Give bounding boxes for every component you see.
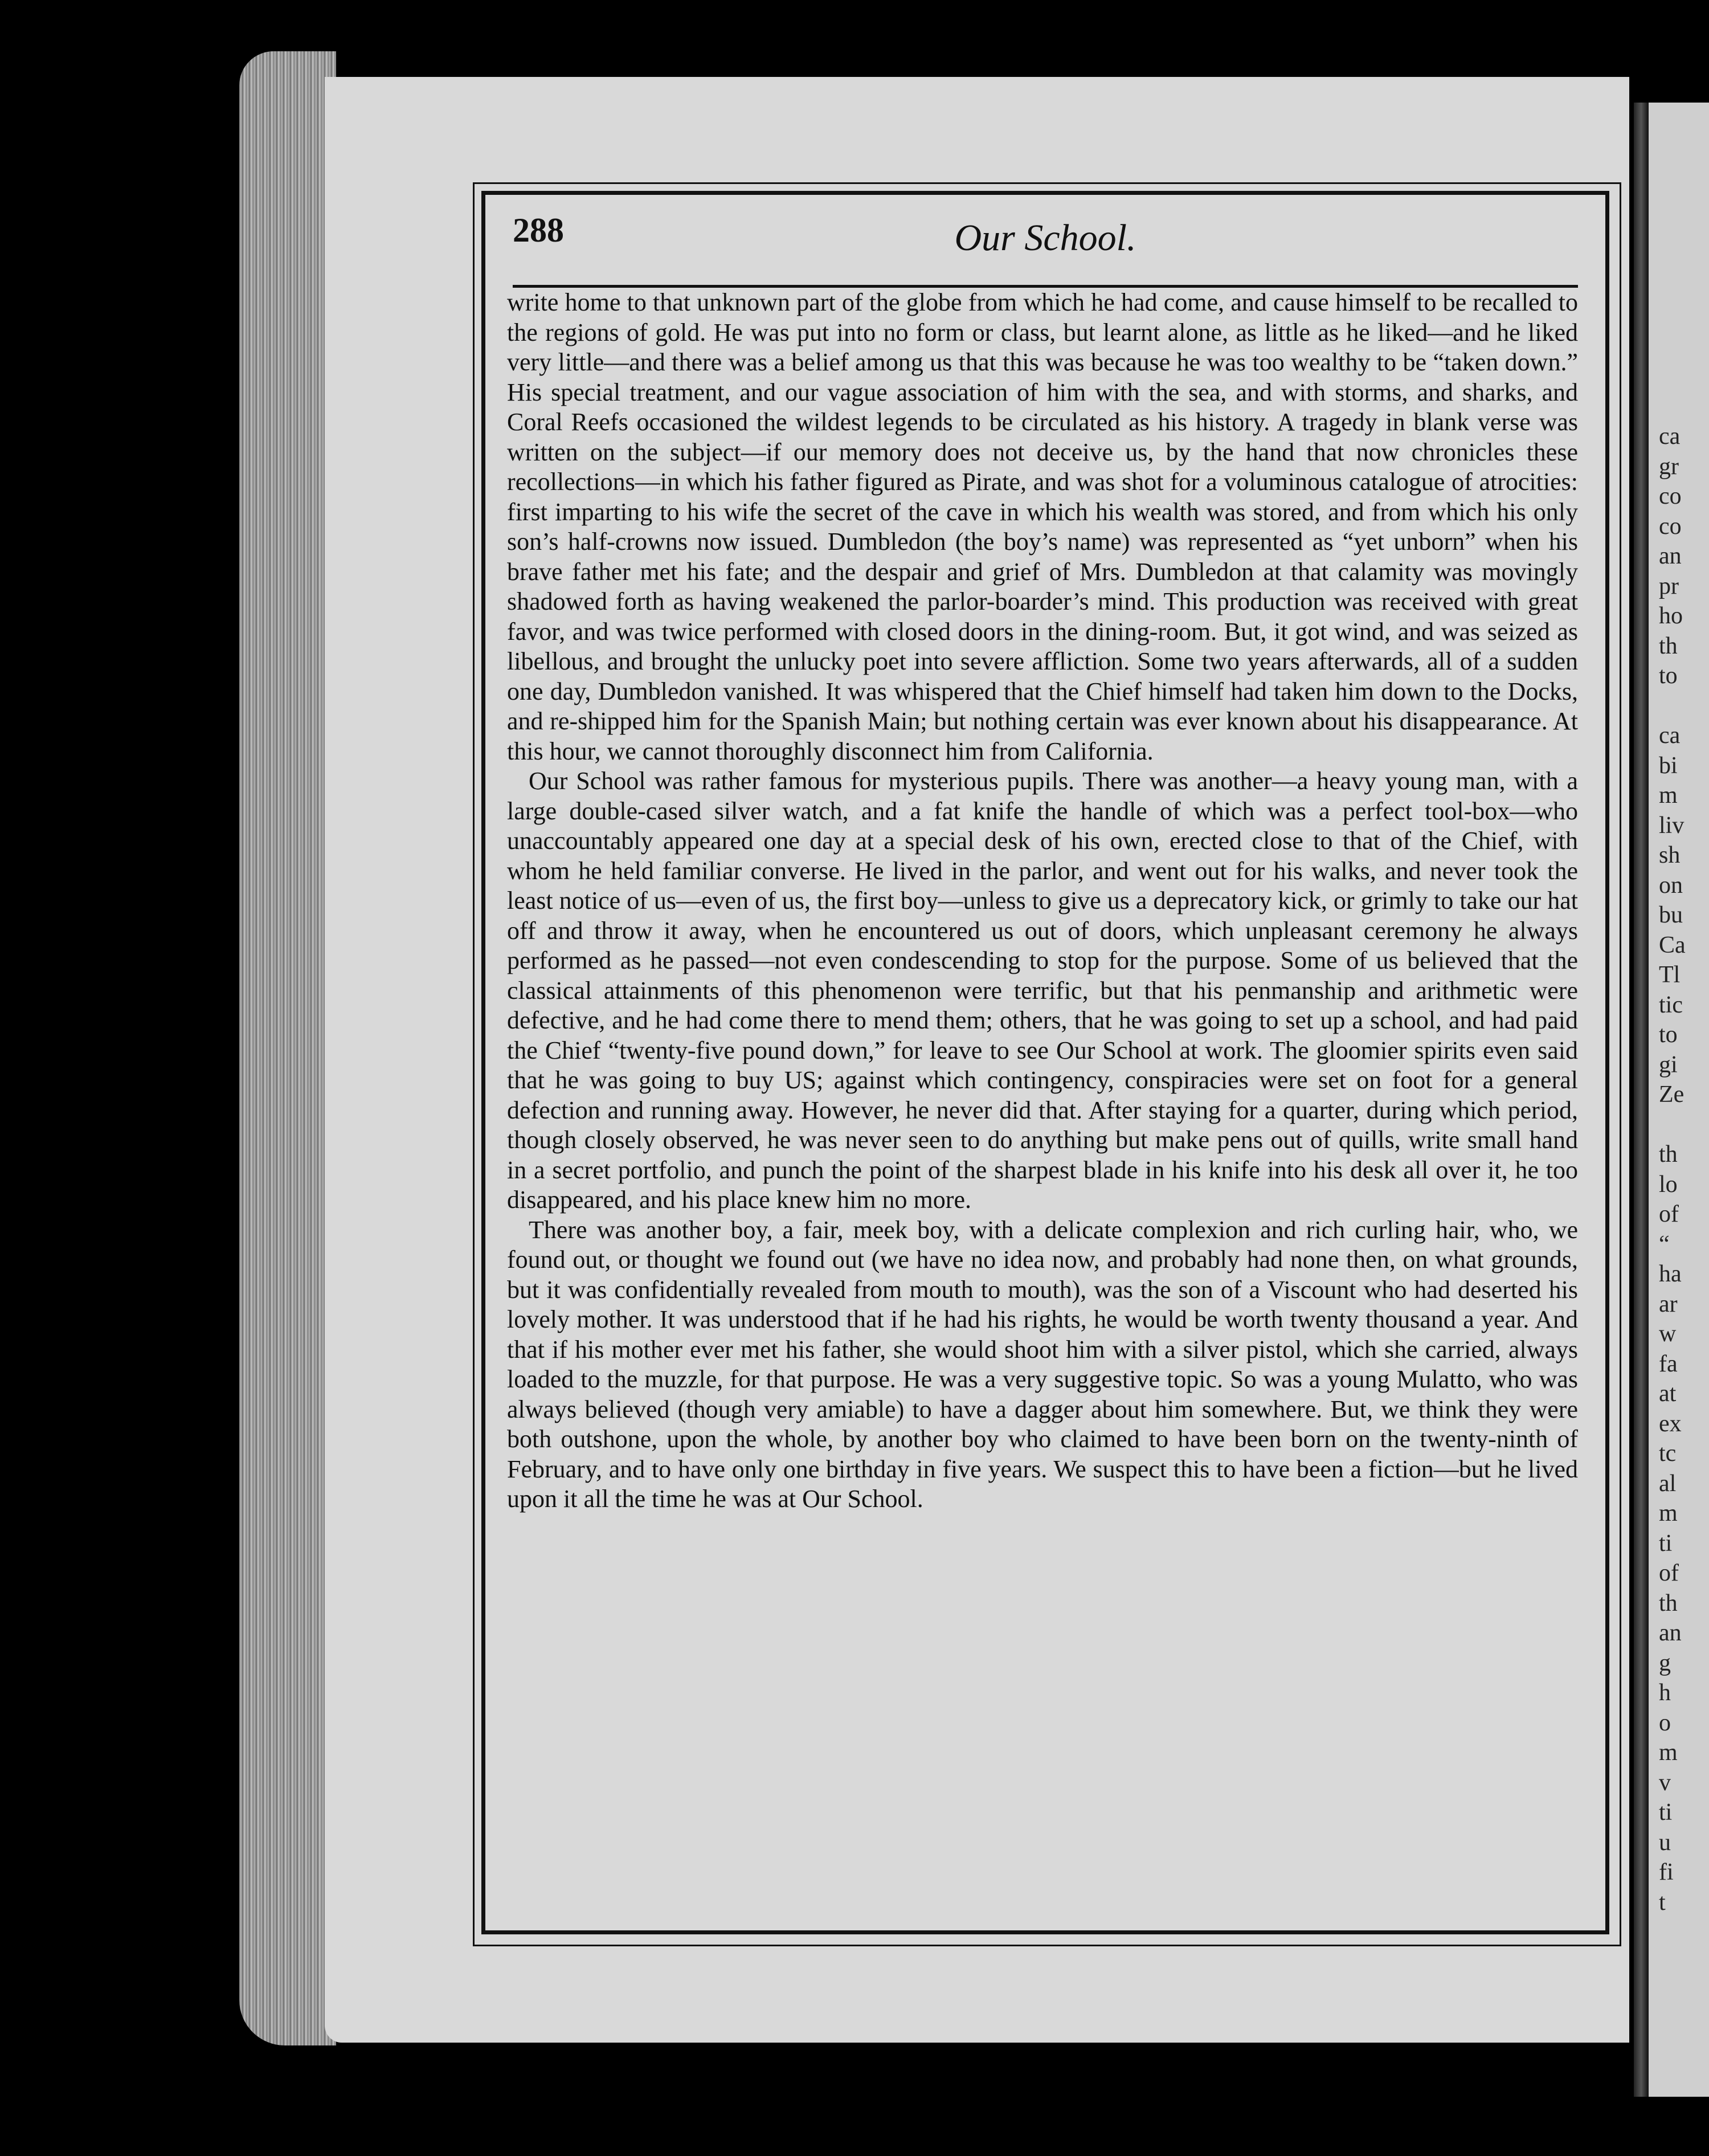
running-title: Our School. [954, 217, 1136, 259]
paragraph-2: Our School was rather famous for mysterious pupils. There was another—a heavy young man, with a large double-cased silver watch, and a fat knife the handle of which was a perfect tool-box—who unaccountably appeared one day at a special desk of his own, erected close to that of the Chief, with whom he held familiar converse. He lived in the parlor, and went out for his walks, and never took the least notice of us—even of us, the first boy—unless to give us a deprecatory kick, or grimly to take our hat off and throw it away, when he encountered us out of doors, which unpleasant ceremony he always performed as he passed—not even condescending to stop for the purpose. Some of us believed that the classical attainments of this phenomenon were terrific, but that his penmanship and arithmetic were defective, and he had come there to mend them; others, that he was going to set up a school, and had paid the Chief “twenty-five pound down,” for leave to see Our School at work. The gloomier spirits even said that he was going to buy US; against which contingency, conspiracies were set on foot for a general defection and running away. However, he never did that. After staying for a quarter, during which period, though closely observed, he was never seen to do anything but make pens out of quills, write small hand in a secret portfolio, and punch the point of the sharpest blade in his knife into his desk all over it, he too disappeared, and his place knew him no more. [507, 767, 1578, 1214]
facing-page-text-fragments: ca gr co co an pr ho th to ca bi m liv sh on bu Ca Tl tic to gi Ze th lo of “ ha ar w fa at ex tc al m ti of th an g h o m v ti u fi t [1659, 423, 1686, 1916]
paragraph-1: write home to that unknown part of the globe from which he had come, and cause himself to be recalled to the regions of gold. He was put into no form or class, but learnt alone, as little as he liked—and he liked very little—and there was a belief among us that this was because he was too wealthy to be “taken down.” His special treatment, and our vague association of him with the sea, and with storms, and sharks, and Coral Reefs occasioned the wildest legends to be circulated as his history. A tragedy in blank verse was written on the subject—if our memory does not deceive us, by the hand that now chronicles these recollections—in which his father figured as Pirate, and was shot for a voluminous catalogue of atrocities: first imparting to his wife the secret of the cave in which his wealth was stored, and from which his only son’s half-crowns now issued. Dumbledon (the boy’s name) was represented as “yet unborn” when his brave father met his fate; and the despair and grief of Mrs. Dumbledon at that calamity was movingly shadowed forth as having weakened the parlor-boarder’s mind. This production was received with great favor, and was twice performed with closed doors in the dining-room. But, it got wind, and was seized as libellous, and brought the unlucky poet into severe affliction. Some two years afterwards, all of a sudden one day, Dumbledon vanished. It was whispered that the Chief himself had taken him down to the Docks, and re-shipped him for the Spanish Main; but nothing certain was ever known about his disappearance. At this hour, we cannot thoroughly disconnect him from California. [507, 288, 1578, 765]
book-spine [1634, 103, 1649, 2097]
page-number: 288 [513, 211, 564, 249]
paragraph-3: There was another boy, a fair, meek boy, with a delicate complexion and rich curling hair, who, we found out, or thought we found out (we have no idea now, and probably had none then, on what grounds, but it was confidentially revealed from mouth to mouth), was the son of a Viscount who had deserted his lovely mother. It was understood that if he had his rights, he would be worth twenty thousand a year. And that if his mother ever met his father, she would shoot him with a silver pistol, which she carried, always loaded to the muzzle, for that purpose. He was a very suggestive topic. So was a young Mulatto, who was always believed (though very amiable) to have a dagger about him somewhere. But, we think they were both outshone, upon the whole, by another boy who claimed to have been born on the twenty-ninth of February, and to have only one birthday in five years. We suspect this to have been a fiction—but he lived upon it all the time he was at Our School. [507, 1215, 1578, 1513]
running-head [513, 211, 1578, 273]
body-text [507, 288, 1578, 1912]
book-page-edges [239, 51, 336, 2045]
facing-page [1649, 103, 1709, 2097]
